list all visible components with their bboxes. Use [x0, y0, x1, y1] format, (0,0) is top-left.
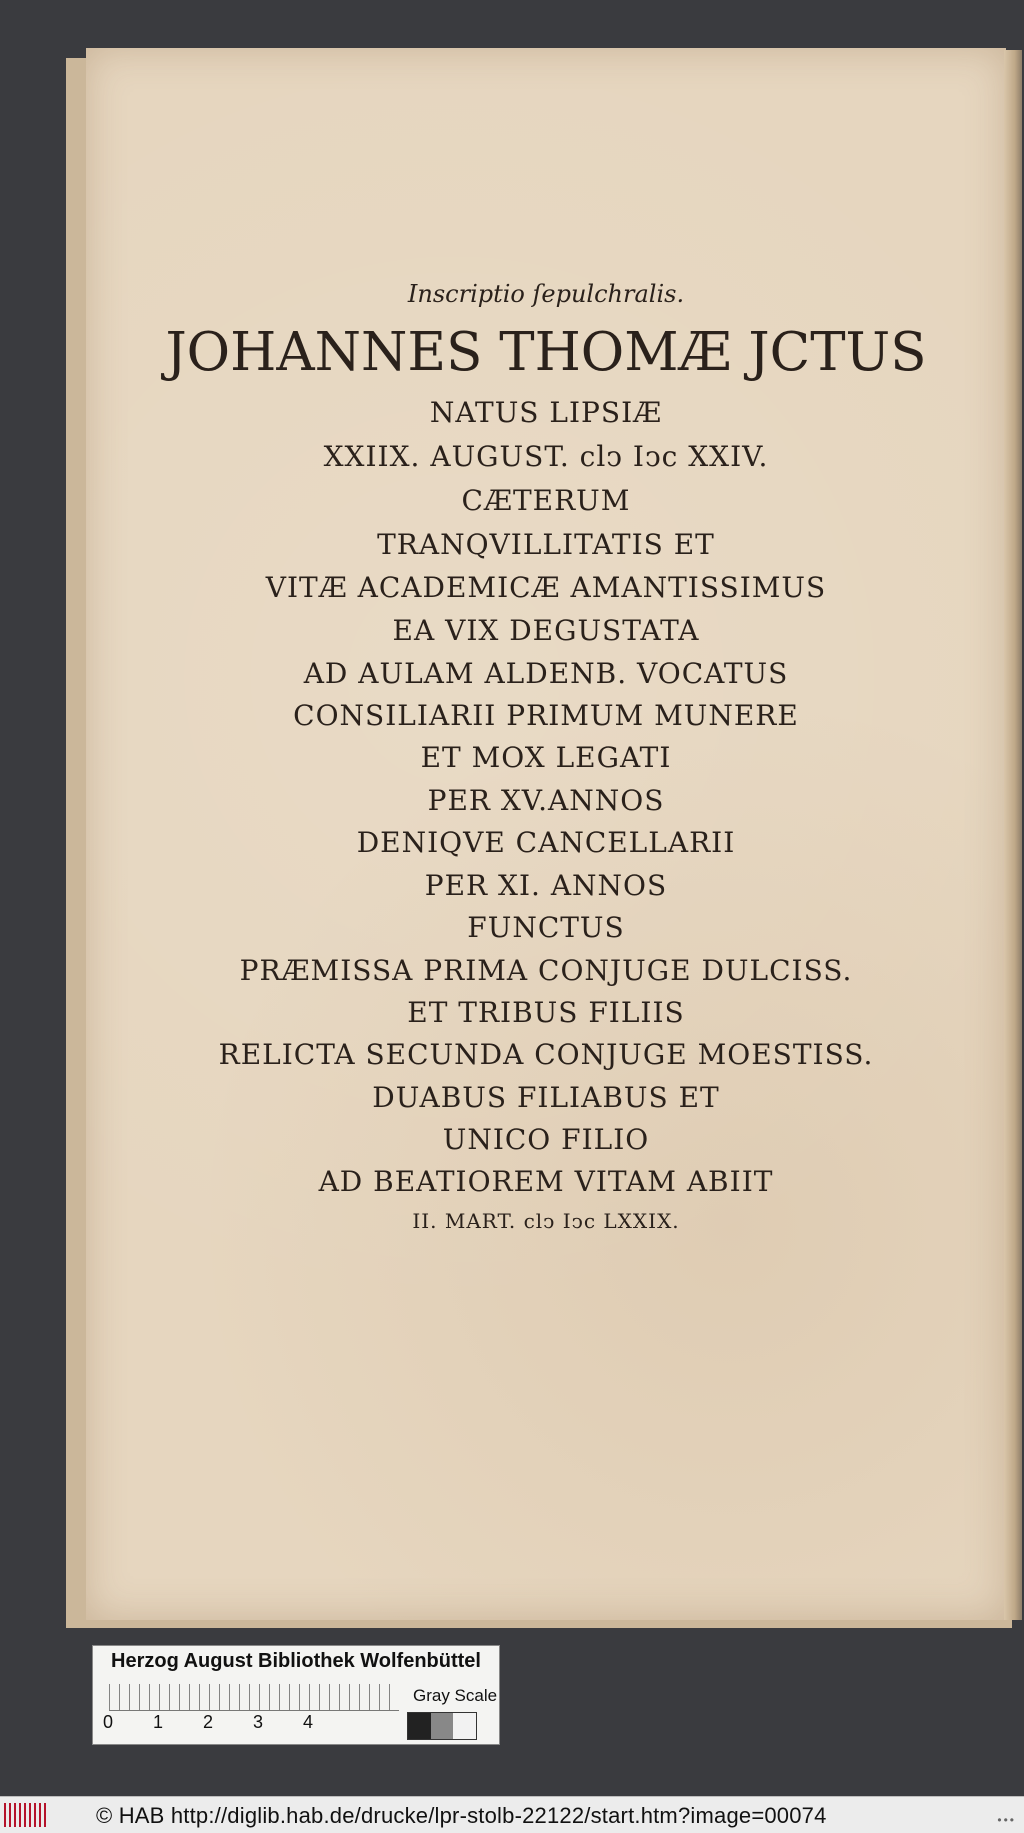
text-line: RELICTA SECUNDA CONJUGE MOESTISS. [218, 1038, 874, 1071]
deceased-name: JOHANNES THOMÆ JCTUS [165, 322, 927, 383]
page-edge [1004, 50, 1022, 1620]
gray-swatches [407, 1712, 477, 1740]
text-line: VITÆ ACADEMICÆ AMANTISSIMUS [265, 571, 827, 604]
text-line: II. MART. clↄ Iↄc LXXIX. [412, 1209, 680, 1233]
text-line: XXIIX. AUGUST. clↄ Iↄc XXIV. [323, 440, 769, 473]
text-line: PRÆMISSA PRIMA CONJUGE DULCISS. [239, 954, 853, 987]
scale-ruler [109, 1684, 399, 1711]
text-line: ET TRIBUS FILIIS [407, 996, 685, 1029]
scale-number: 4 [303, 1712, 314, 1732]
footer-bar [0, 1796, 1024, 1833]
scale-number: 2 [203, 1712, 214, 1732]
text-line: ET MOX LEGATI [420, 741, 672, 774]
gray-scale-label: Gray Scale [413, 1686, 498, 1705]
scale-number: 0 [103, 1712, 114, 1732]
gray-swatch-dark [408, 1713, 431, 1739]
text-line: UNICO FILIO [442, 1123, 650, 1156]
text-line: NATUS LIPSIÆ [429, 396, 663, 429]
text-line: TRANQVILLITATIS ET [377, 528, 715, 561]
color-calibration-bar [92, 1645, 500, 1745]
scale-number: 3 [253, 1712, 264, 1732]
scale-number: 1 [153, 1712, 164, 1732]
text-line: AD BEATIOREM VITAM ABIIT [318, 1165, 774, 1198]
text-line: DENIQVE CANCELLARII [356, 826, 736, 859]
text-line: CÆTERUM [461, 484, 631, 517]
gray-swatch-light [453, 1713, 476, 1739]
text-line: PER XV.ANNOS [427, 784, 665, 817]
barcode-icon [4, 1803, 48, 1827]
text-line: DUABUS FILIABUS ET [372, 1081, 720, 1114]
scale-numbers [103, 1712, 423, 1736]
inscription-text [86, 48, 1006, 1620]
more-icon[interactable]: ••• [997, 1813, 1016, 1827]
text-line: AD AULAM ALDENB. VOCATUS [303, 657, 789, 690]
copyright-url[interactable]: © HAB http://diglib.hab.de/drucke/lpr-stolb-22122/start.htm?image=00074 [96, 1803, 827, 1828]
gray-swatch-mid [431, 1713, 454, 1739]
document-page [86, 48, 1006, 1620]
text-line: EA VIX DEGUSTATA [392, 614, 700, 647]
text-line: PER XI. ANNOS [424, 869, 668, 902]
calibration-title: Herzog August Bibliothek Wolfenbüttel [111, 1650, 481, 1672]
text-line: CONSILIARII PRIMUM MUNERE [293, 699, 799, 732]
inscription-heading: Inscriptio ſepulchralis. [407, 280, 685, 308]
text-line: FUNCTUS [467, 911, 625, 944]
